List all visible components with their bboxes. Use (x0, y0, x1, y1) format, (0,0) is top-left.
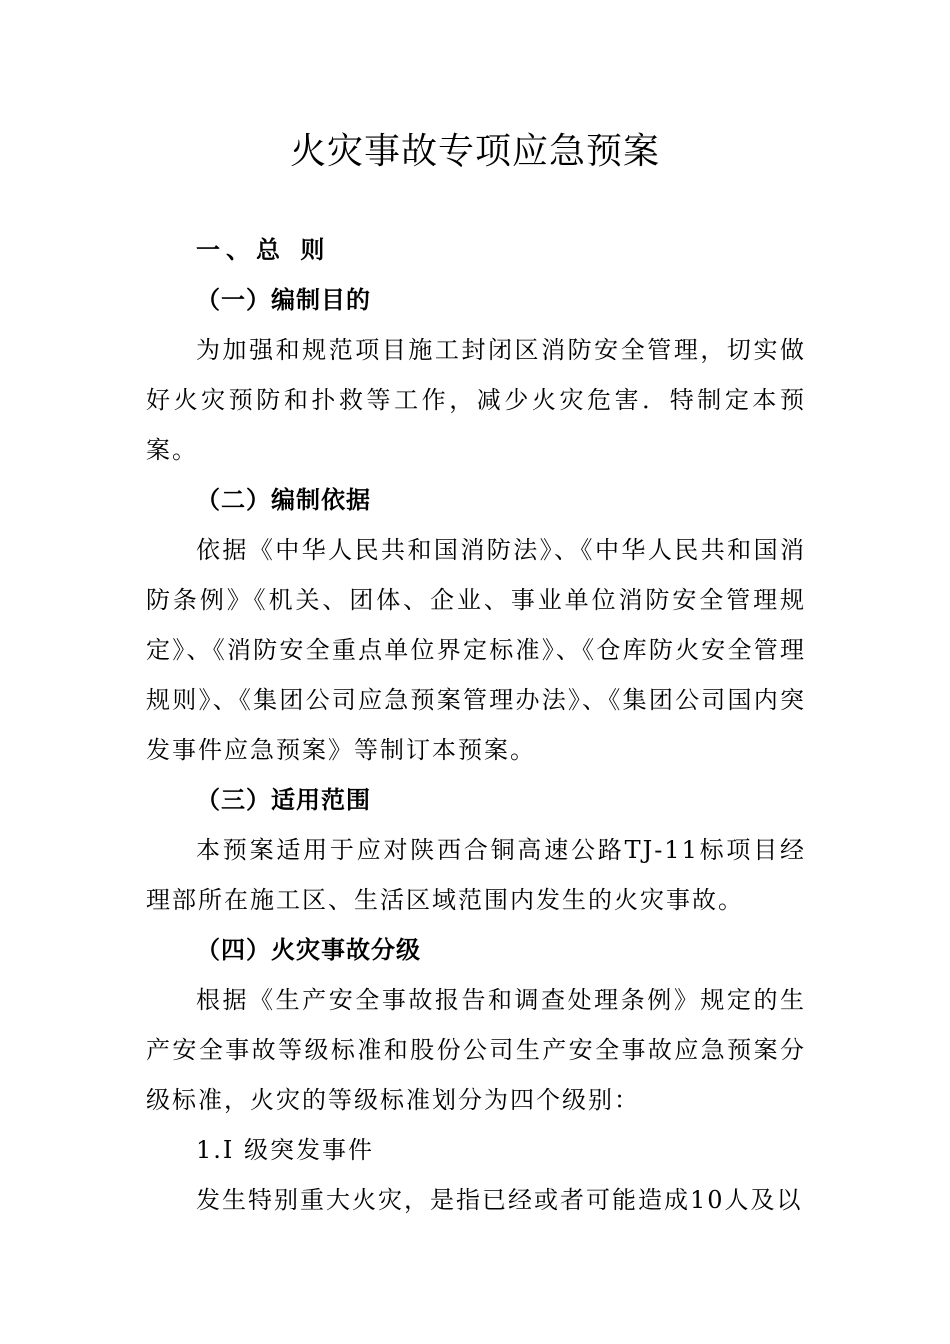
level-1-label: 1.Ⅰ 级突发事件 (196, 1136, 375, 1164)
subsection-heading-scope: （三）适用范围 (196, 786, 371, 814)
section-heading-general: 一、总 则 (196, 236, 331, 264)
paragraph-basis: 依据《中华人民共和国消防法》、《中华人民共和国消防条例》《机关、团体、企业、事业单位消防安全管理规定》、《消防安全重点单位界定标准》、《仓库防火安全管理规则》、《集团公司应急预案管理办法》、《集团公司国内突发事件应急预案》等制订本预案。 (146, 536, 806, 764)
level-1-text: 发生特别重大火灾，是指已经或者可能造成10人及以 (196, 1186, 803, 1214)
subsection-heading-basis: （二）编制依据 (196, 486, 371, 514)
document-title: 火灾事故专项应急预案 (289, 131, 660, 172)
paragraph-purpose: 为加强和规范项目施工封闭区消防安全管理，切实做好火灾预防和扑救等工作，减少火灾危害．特制定本预案。 (146, 336, 806, 464)
subsection-heading-purpose: （一）编制目的 (196, 286, 371, 314)
paragraph-scope: 本预案适用于应对陕西合铜高速公路TJ-11标项目经理部所在施工区、生活区域范围内发生的火灾事故。 (146, 836, 806, 914)
paragraph-grading: 根据《生产安全事故报告和调查处理条例》规定的生产安全事故等级标准和股份公司生产安全事故应急预案分级标准，火灾的等级标准划分为四个级别： (146, 986, 806, 1114)
subsection-heading-grading: （四）火灾事故分级 (196, 936, 421, 964)
